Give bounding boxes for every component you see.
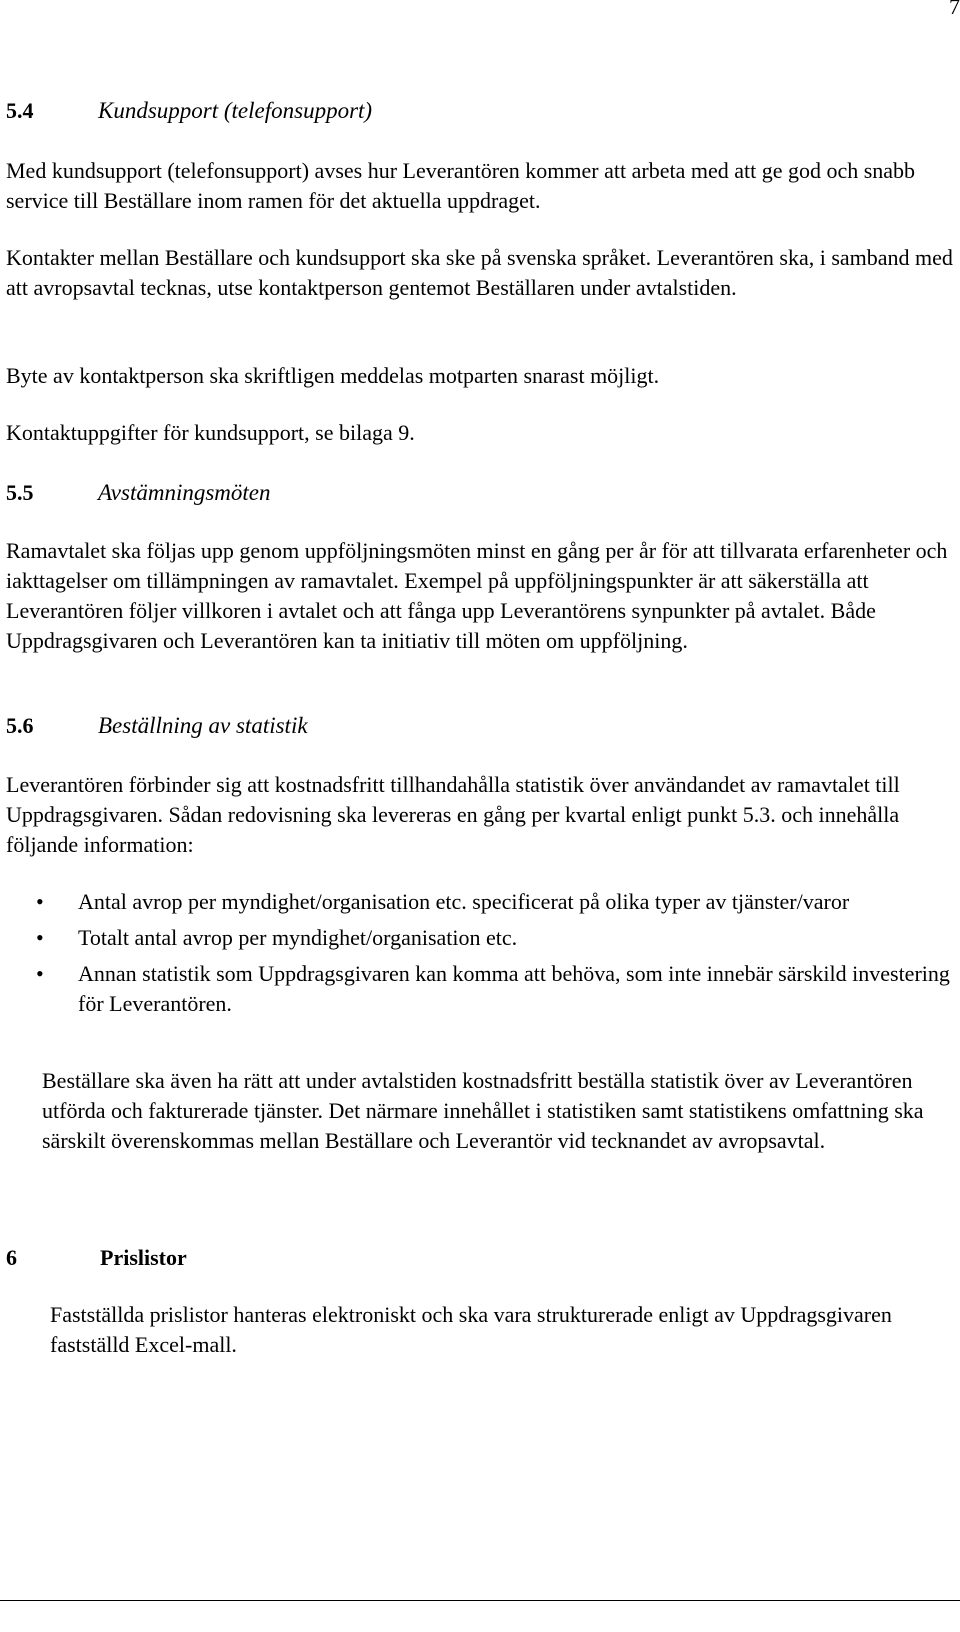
paragraph: Ramavtalet ska följas upp genom uppföljningsmöten minst en gång per år för att tillvarata erfarenheter och iakttagelser om tillämpningen av ramavtalet. Exempel på uppföljningspunkter är att säkerställa att Leverantören följer villkoren i avtalet och att fånga upp Leverantörens synpunkter på avtalet. Både Uppdragsgivaren och Leverantören kan ta initiativ till möten om uppföljning. (6, 538, 948, 653)
section-5-4-heading (6, 96, 34, 126)
paragraph: Med kundsupport (telefonsupport) avses hur Leverantören kommer att arbeta med att ge god och snabb service till Beställare inom ramen för det aktuella uppdraget. (6, 158, 916, 213)
section-number: 5.6 (6, 713, 34, 738)
section-number: 5.5 (6, 480, 34, 505)
section-number: 5.4 (6, 98, 34, 123)
paragraph: Leverantören förbinder sig att kostnadsfritt tillhandahålla statistik över användandet av ramavtalet till Uppdragsgivaren. Sådan redovisning ska levereras en gång per kvartal enligt punkt 5.3. och innehålla följande information: (6, 772, 900, 857)
list-item: • Antal avrop per myndighet/organisation etc. specificerat på olika typer av tjänster/varor (36, 887, 956, 917)
paragraph: Fastställda prislistor hanteras elektroniskt och ska vara strukturerade enligt av Uppdragsgivaren fastställd Excel-mall. (50, 1302, 892, 1357)
page-number: 7 (949, 0, 960, 19)
paragraph: Kontaktuppgifter för kundsupport, se bilaga 9. (6, 420, 415, 445)
section-title: Kundsupport (telefonsupport) (98, 98, 373, 123)
bullet-list (36, 887, 956, 1025)
paragraph: Byte av kontaktperson ska skriftligen meddelas motparten snarast möjligt. (6, 363, 660, 388)
bullet-icon: • (36, 889, 44, 914)
paragraph: Beställare ska även ha rätt att under avtalstiden kostnadsfritt beställa statistik över av Leverantören utförda och fakturerade tjänster. Det närmare innehållet i statistiken samt statistikens omfattning ska särskilt överenskommas mellan Beställare och Leverantör vid tecknandet av avropsavtal. (42, 1068, 924, 1153)
bullet-icon: • (36, 925, 44, 950)
bullet-icon: • (36, 961, 44, 986)
section-title: Beställning av statistik (98, 713, 308, 738)
list-item: • Annan statistik som Uppdragsgivaren kan komma att behöva, som inte innebär särskild investering för Leverantören. (36, 961, 950, 1016)
section-title: Avstämningsmöten (98, 480, 271, 505)
footer-rule (0, 1600, 960, 1601)
section-title: Prislistor (100, 1245, 187, 1270)
section-number: 6 (6, 1245, 17, 1270)
list-item: • Totalt antal avrop per myndighet/organisation etc. (36, 923, 956, 953)
paragraph: Kontakter mellan Beställare och kundsupport ska ske på svenska språket. Leverantören ska, i samband med att avropsavtal tecknas, utse kontaktperson gentemot Beställaren under avtalstiden. (6, 245, 953, 300)
